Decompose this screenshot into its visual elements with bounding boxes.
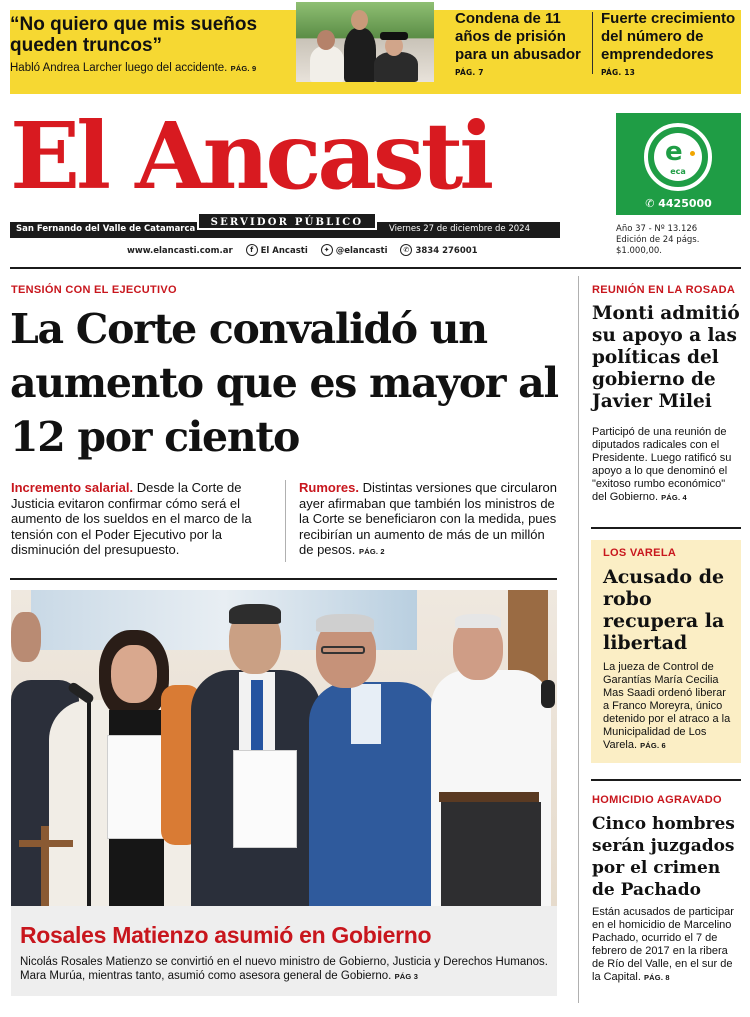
teaser-photo-person-3 xyxy=(374,52,418,82)
photo-story-body: Nicolás Rosales Matienzo se convirtió en el nuevo ministro de Gobierno, Justicia y Derechos Humanos. Mara Murúa, mientras tanto, asumió como asesora general de Gobierno. xyxy=(20,956,548,982)
main-col1-text: Desde la Corte de Justicia evitaron confirmar cómo será el aumento de los sueldos en el marco de la tensión con el Poder Ejecutivo por la disminución del presupuesto. xyxy=(11,480,252,557)
man-center-tie xyxy=(251,680,263,750)
whatsapp-label: 3834 276001 xyxy=(415,245,478,256)
facebook-link[interactable] xyxy=(246,246,308,256)
teaser-condena-headline[interactable]: Condena de 11 años de prisión para un abusador xyxy=(455,10,581,63)
side1-kicker: REUNIÓN EN LA ROSADA xyxy=(592,284,736,296)
side3-body xyxy=(592,906,742,984)
man-blue-hair xyxy=(316,614,374,632)
eca-ad[interactable] xyxy=(616,113,741,215)
eca-logo-icon xyxy=(654,133,702,181)
teaser-emprendedores-headline[interactable]: Fuerte crecimiento del número de emprendedores xyxy=(601,10,736,63)
crucifix-horizontal xyxy=(19,840,73,847)
masthead-date: Viernes 27 de diciembre de 2024 xyxy=(388,224,530,234)
eca-phone-number: 4425000 xyxy=(658,197,712,210)
eca-dot xyxy=(690,151,695,156)
teaser-divider xyxy=(592,12,593,74)
main-body-col-1 xyxy=(11,480,269,558)
main-col2-lead: Rumores. xyxy=(299,480,359,495)
twitter-icon: ✦ xyxy=(321,244,333,256)
teaser-main[interactable] xyxy=(10,14,295,74)
teaser-emprendedores-page: PÁG. 13 xyxy=(601,68,636,77)
facebook-label: El Ancasti xyxy=(260,245,308,256)
masthead-motto: SERVIDOR PÚBLICO xyxy=(197,212,377,230)
photo-story-title[interactable]: Rosales Matienzo asumió en Gobierno xyxy=(20,922,432,948)
teaser-photo-person-2 xyxy=(344,28,376,82)
photo-rule xyxy=(10,578,557,580)
crucifix-vertical xyxy=(41,826,49,906)
body-divider xyxy=(285,480,286,562)
edition-info xyxy=(616,224,741,257)
masthead-rule xyxy=(10,267,741,269)
website-link[interactable]: www.elancasti.com.ar xyxy=(127,245,233,256)
side2-headline[interactable]: Acusado de robo recupera la libertad xyxy=(603,566,725,654)
man-center-document xyxy=(233,750,297,848)
edition-number: Año 37 - Nº 13.126 xyxy=(616,224,698,234)
main-kicker: TENSIÓN CON EL EJECUTIVO xyxy=(11,284,177,296)
side3-text: Están acusados de participar en el homicidio de Marcelino Pachado, ocurrido el 7 de febrero de 2017 en la ribera de Río del Valle, en el sur de la Capital. xyxy=(592,906,734,983)
photo-story-text xyxy=(20,955,550,984)
side1-text: Participó de una reunión de diputados radicales con el Presidente. Luego ratificó su apoyo a lo que denominó el "exitoso rumbo económico" del Gobierno. xyxy=(592,426,732,503)
side1-headline[interactable]: Monti admitió su apoyo a las políticas del gobierno de Javier Milei xyxy=(592,303,740,412)
main-col1-lead: Incremento salarial. xyxy=(11,480,134,495)
teaser-photo-person-1 xyxy=(310,46,344,82)
teaser-quote[interactable]: “No quiero que mis sueños queden truncos” xyxy=(10,14,258,56)
side3-kicker: HOMICIDIO AGRAVADO xyxy=(592,794,722,806)
side1-page: PÁG. 4 xyxy=(661,493,687,502)
eca-logo-ring xyxy=(644,123,712,191)
facebook-icon: f xyxy=(246,244,258,256)
main-headline[interactable]: La Corte convalidó un aumento que es mayor al 12 por ciento xyxy=(10,305,558,461)
whatsapp-link[interactable] xyxy=(400,246,477,256)
man-white-belt xyxy=(439,792,539,802)
column-divider xyxy=(578,276,579,1003)
man-center-hair xyxy=(229,604,281,624)
main-page: PÁG. 2 xyxy=(359,547,385,556)
side-rule-1 xyxy=(591,527,741,529)
teaser-sub-text: Habló Andrea Larcher luego del accidente. xyxy=(10,62,228,74)
main-col2-text: Distintas versiones que circularon ayer afirmaban que también los ministros de la Corte se beneficiaron con la medida, pues recibirían un aumento de más de un millón de pesos. xyxy=(299,480,557,557)
side2-text: La jueza de Control de Garantías María Cecilia Mas Saadi ordenó liberar a Franco Moreyra, único detenido por el atraco a la Municipalidad de Los Varela. xyxy=(603,661,731,751)
teaser-emprendedores[interactable] xyxy=(601,10,741,77)
microphone-stand xyxy=(87,700,91,906)
eca-label: eca xyxy=(670,167,686,176)
teaser-photo[interactable] xyxy=(296,2,434,82)
teaser-condena-page: PÁG. 7 xyxy=(455,68,484,77)
eca-e-glyph: e xyxy=(665,137,683,167)
side2-kicker: LOS VARELA xyxy=(603,547,677,559)
side-rule-2 xyxy=(591,779,741,781)
side3-page: PÁG. 8 xyxy=(643,973,670,982)
newspaper-logo[interactable]: El Ancasti xyxy=(10,102,491,210)
man-white-trousers xyxy=(441,802,541,906)
eca-phone: ✆ 4425000 xyxy=(645,197,712,210)
microphone-right-icon xyxy=(541,680,555,708)
person-left-head xyxy=(11,612,41,662)
glasses-icon xyxy=(321,646,365,654)
edition-pages: Edición de 24 págs. xyxy=(616,235,700,245)
woman-face xyxy=(111,645,157,703)
side2-body xyxy=(603,661,735,752)
lead-photo[interactable] xyxy=(11,590,557,906)
masthead-links xyxy=(127,244,488,258)
teaser-condena[interactable] xyxy=(455,10,595,77)
teaser-photo-head-1 xyxy=(317,30,335,50)
whatsapp-icon: ✆ xyxy=(400,244,412,256)
photo-story-page: PÁG 3 xyxy=(394,972,419,981)
twitter-link[interactable] xyxy=(321,246,388,256)
side2-page: PÁG. 6 xyxy=(640,741,666,750)
side3-headline[interactable]: Cinco hombres serán juzgados por el crimen de Pachado xyxy=(592,814,735,900)
man-blue-shirt xyxy=(351,684,381,744)
masthead-location: San Fernando del Valle de Catamarca xyxy=(16,224,196,234)
teaser-photo-head-2 xyxy=(351,10,368,30)
teaser-main-page: PÁG. 9 xyxy=(230,64,257,73)
teaser-photo-hat xyxy=(380,32,408,40)
twitter-label: @elancasti xyxy=(335,245,388,256)
teaser-sub xyxy=(10,62,295,74)
man-white-hair xyxy=(455,614,501,628)
edition-price: $1.000,00. xyxy=(616,246,662,256)
side1-body xyxy=(592,426,742,504)
main-body-col-2 xyxy=(299,480,561,560)
